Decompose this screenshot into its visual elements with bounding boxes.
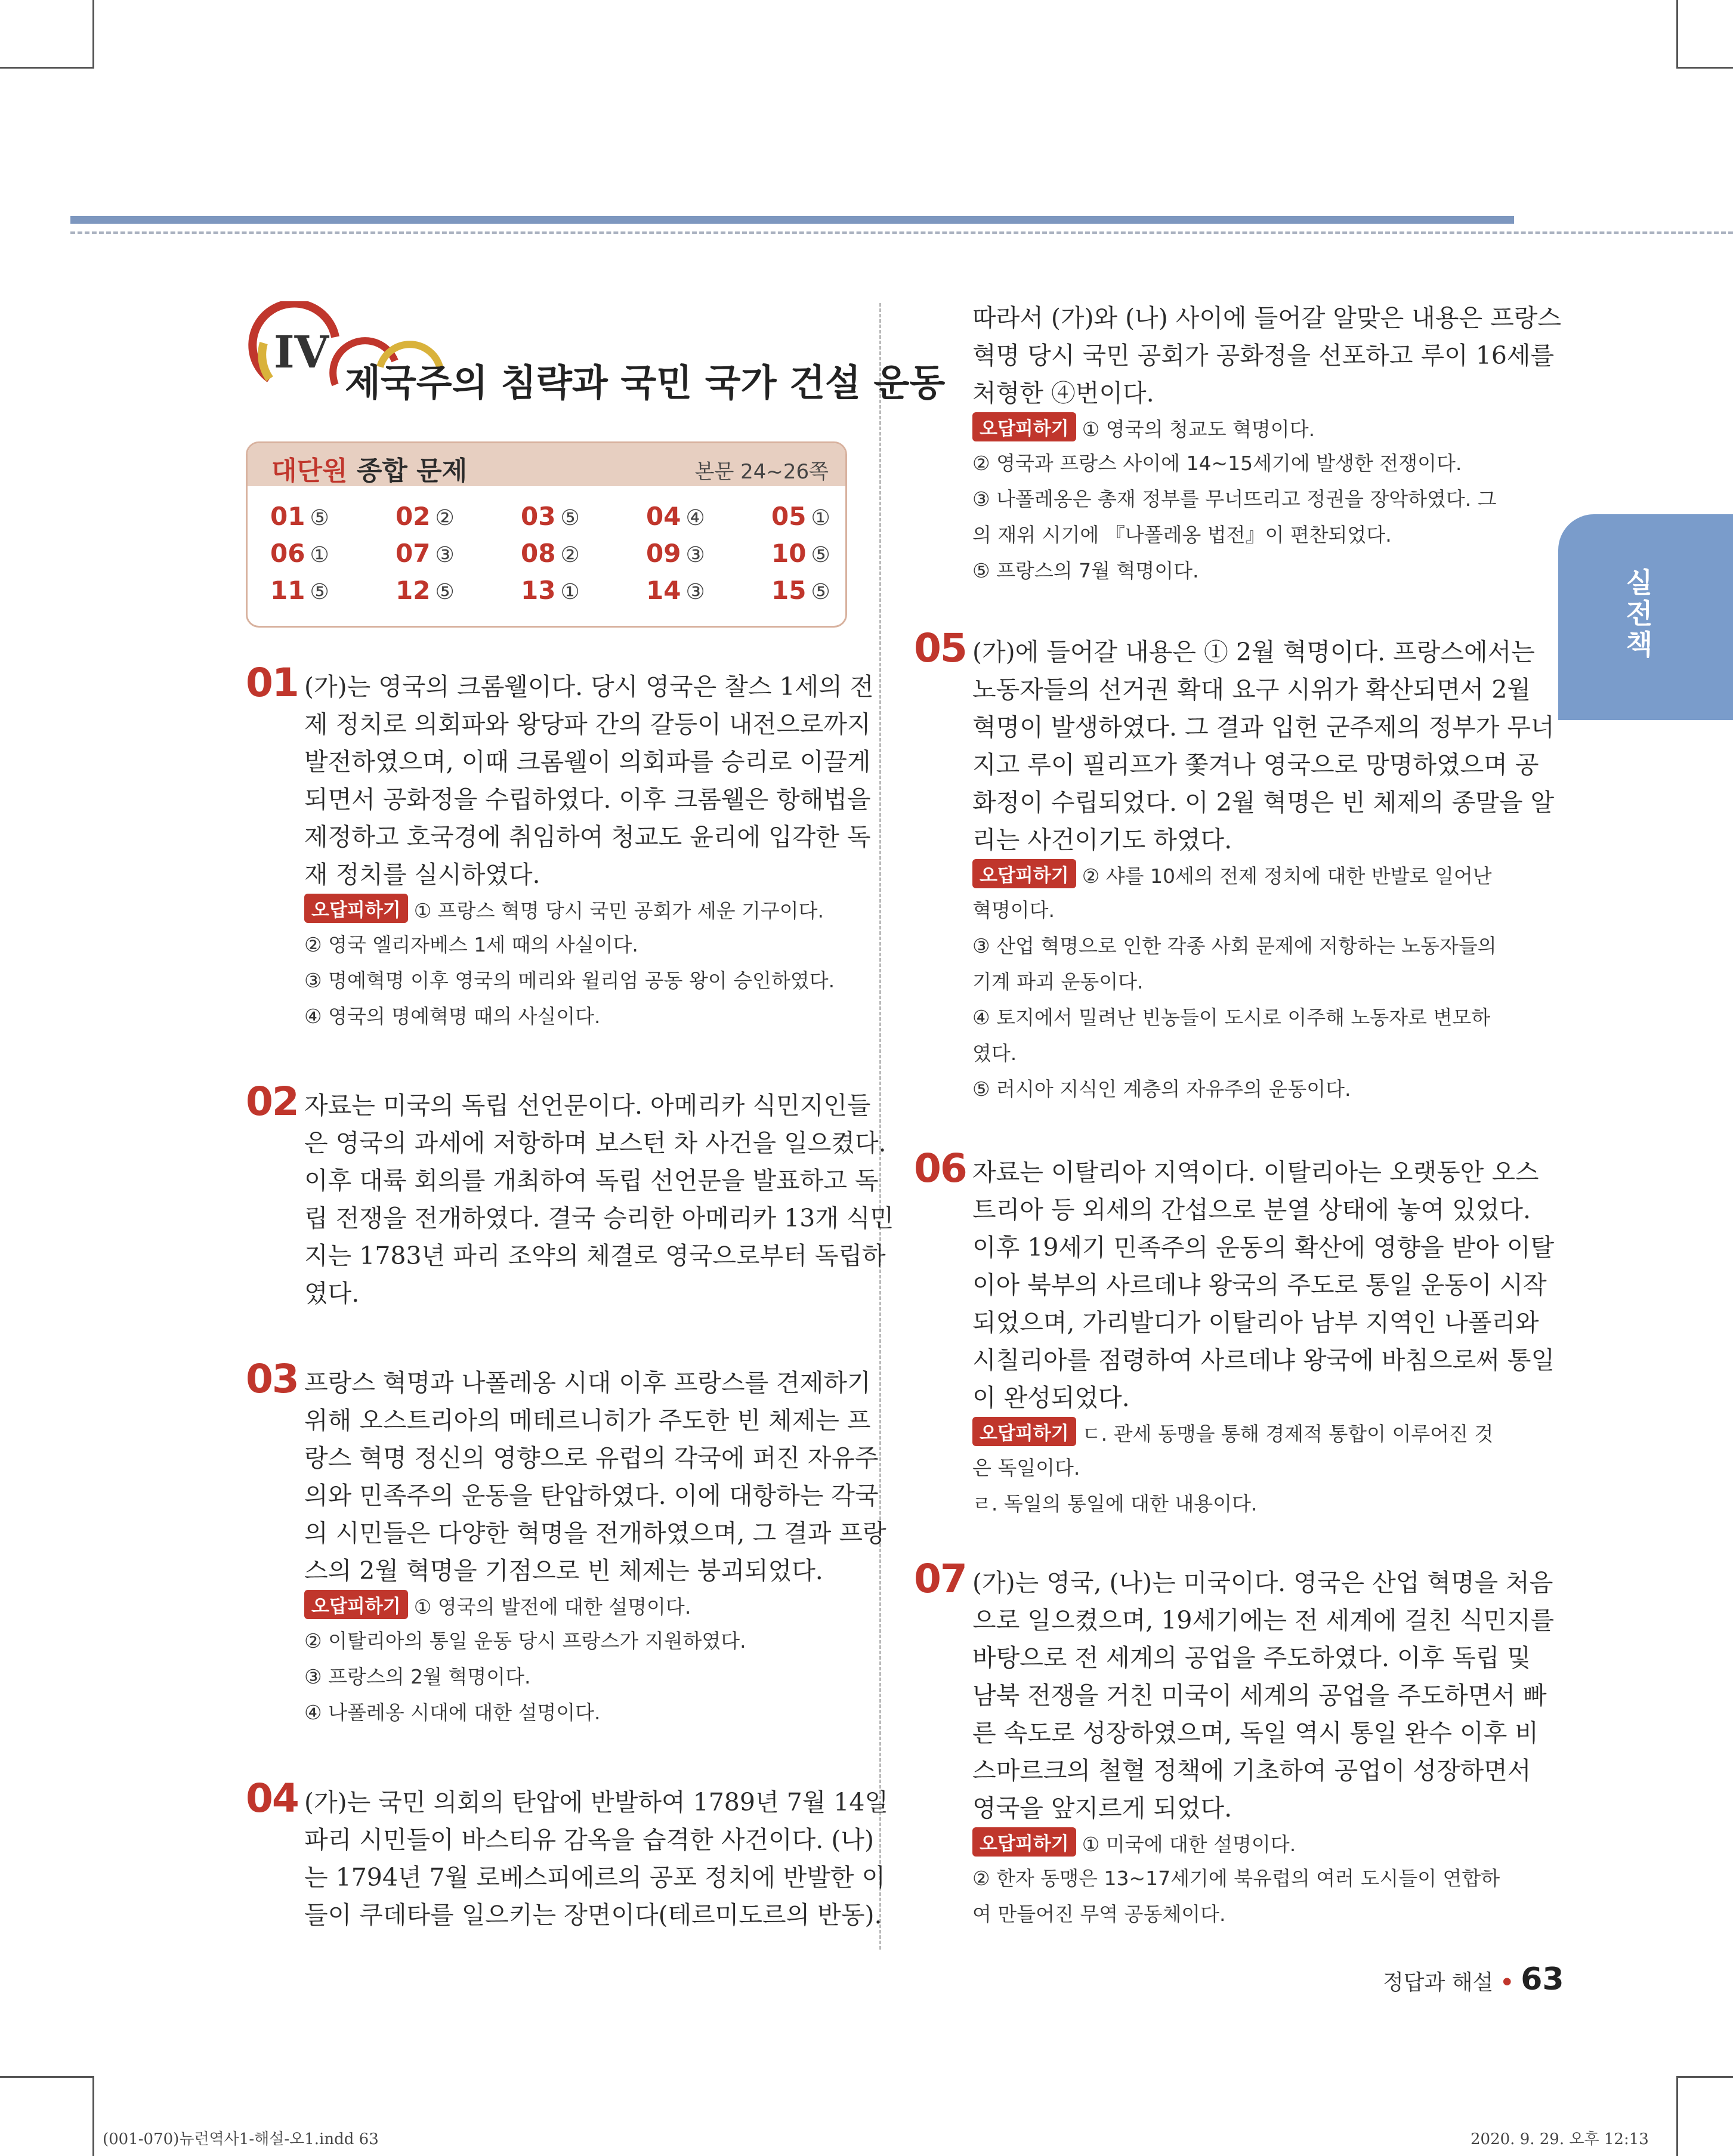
explanation-line: 화정이 수립되었다. 이 2월 혁명은 빈 체제의 종말을 알 [972,788,1555,817]
answer-item [646,539,705,568]
answer-value: ⑤ [560,506,580,530]
explanation-line: 스의 2월 혁명을 기점으로 빈 체제는 붕괴되었다. [304,1556,823,1585]
wrong-answer-tag: 오답피하기 [972,412,1076,441]
crop-mark [1676,67,1733,69]
explanation-line: 였다. [304,1279,360,1308]
answer-number: 06 [270,539,305,568]
explanation-line: 이후 19세기 민족주의 운동의 확산에 영향을 받아 이탈 [972,1233,1555,1262]
explanation-line: 제정하고 호국경에 취임하여 청교도 윤리에 입각한 독 [304,823,871,851]
wrong-answer-note: ② 이탈리아의 통일 운동 당시 프랑스가 지원하였다. [304,1629,746,1652]
crop-mark [1676,2076,1678,2156]
answer-number: 04 [646,502,681,531]
explanation-line: 파리 시민들이 바스티유 감옥을 습격한 사건이다. (나) [304,1826,874,1854]
explanation-line: 프랑스 혁명과 나폴레옹 시대 이후 프랑스를 견제하기 [304,1369,871,1397]
answer-item [396,502,455,531]
explanation-line: 의와 민족주의 운동을 탄압하였다. 이에 대항하는 각국 [304,1481,879,1510]
top-rule [70,216,1514,224]
answer-item [396,539,455,568]
explanation-line: 이 완성되었다. [972,1383,1130,1412]
answer-number: 10 [771,539,807,568]
answer-value: ⑤ [435,580,455,604]
answer-value: ① [310,543,329,567]
explanation-line: 위해 오스트리아의 메테르니히가 주도한 빈 체제는 프 [304,1406,871,1435]
answer-item [270,502,329,531]
explanation-line: 혁명이 발생하였다. 그 결과 입헌 군주제의 정부가 무너 [972,713,1555,742]
slug-date: 2020. 9. 29. 오후 12:13 [1471,2130,1649,2148]
explanation-line: 자료는 이탈리아 지역이다. 이탈리아는 오랫동안 오스 [972,1158,1539,1187]
footer-dot: • [1500,1970,1514,1995]
answer-number: 13 [521,576,556,605]
wrong-answer-note: 여 만들어진 무역 공동체이다. [972,1902,1226,1926]
answer-value: ⑤ [310,506,329,530]
explanation-line: (가)는 영국의 크롬웰이다. 당시 영국은 찰스 1세의 전 [304,672,874,701]
explanation-line: 시칠리아를 점령하여 사르데냐 왕국에 바침으로써 통일 [972,1346,1555,1374]
answer-item [521,576,580,605]
wrong-answer-note: 였다. [972,1042,1017,1065]
answer-number: 05 [771,502,807,531]
explanation-line: 으로 일으켰으며, 19세기에는 전 세계에 걸친 식민지를 [972,1606,1555,1635]
top-dashed-rule [70,231,1733,234]
explanation-line: 제 정치로 의회파와 왕당파 간의 갈등이 내전으로까지 [304,710,871,739]
explanation-line: 노동자들의 선거권 확대 요구 시위가 확산되면서 2월 [972,675,1531,704]
explanation-line: 재 정치를 실시하였다. [304,860,540,889]
wrong-answer-note: ③ 나폴레옹은 총재 정부를 무너뜨리고 정권을 장악하였다. 그 [972,487,1497,511]
answer-number: 01 [270,502,305,531]
answer-number: 11 [270,576,305,605]
wrong-answer-note: 오답피하기 ① 영국의 발전에 대한 설명이다. [304,1590,691,1620]
answer-number: 12 [396,576,431,605]
answer-value: ② [435,506,455,530]
question-number: 02 [246,1079,298,1125]
explanation-line: 처형한 ④번이다. [972,379,1154,407]
wrong-answer-note: 의 재위 시기에 『나폴레옹 법전』이 편찬되었다. [972,523,1392,546]
wrong-answer-note: ④ 토지에서 밀려난 빈농들이 도시로 이주해 노동자로 변모하 [972,1006,1491,1029]
wrong-answer-note: 혁명이다. [972,898,1055,922]
wrong-answer-tag: 오답피하기 [304,1590,408,1619]
answer-value: ⑤ [811,580,830,604]
answer-box [246,441,847,628]
answer-item [646,502,705,531]
explanation-line: 지고 루이 필리프가 쫓겨나 영국으로 망명하였으며 공 [972,750,1539,779]
answer-number: 07 [396,539,431,568]
explanation-line: (가)는 영국, (나)는 미국이다. 영국은 산업 혁명을 처음 [972,1568,1553,1597]
explanation-line: 이아 북부의 사르데냐 왕국의 주도로 통일 운동이 시작 [972,1271,1547,1299]
explanation-line: 따라서 (가)와 (나) 사이에 들어갈 알맞은 내용은 프랑스 [972,304,1561,332]
answer-box-header [248,443,845,486]
answer-number: 03 [521,502,556,531]
answer-item [521,502,580,531]
wrong-answer-note: ④ 영국의 명예혁명 때의 사실이다. [304,1005,601,1028]
explanation-line: 스마르크의 철혈 정책에 기초하여 공업이 성장하면서 [972,1756,1531,1785]
explanation-line: 발전하였으며, 이때 크롬웰이 의회파를 승리로 이끌게 [304,748,871,776]
explanation-line: 바탕으로 전 세계의 공업을 주도하였다. 이후 독립 및 [972,1644,1531,1672]
answer-box-title-rest: 종합 문제 [347,456,468,486]
answer-value: ① [560,580,580,604]
explanation-line: 는 1794년 7월 로베스피에르의 공포 정치에 반발한 이 [304,1863,886,1892]
chapter-numeral: IV [273,327,329,378]
page-footer [1383,1962,1564,1997]
answer-box-title [271,449,467,487]
wrong-answer-note: ④ 나폴레옹 시대에 대한 설명이다. [304,1701,601,1724]
explanation-line: (가)에 들어갈 내용은 ① 2월 혁명이다. 프랑스에서는 [972,638,1535,666]
wrong-answer-note: 기계 파괴 운동이다. [972,970,1144,993]
answer-item [646,576,705,605]
explanation-line: 이후 대륙 회의를 개최하여 독립 선언문을 발표하고 독 [304,1166,879,1195]
wrong-answer-note: ③ 명예혁명 이후 영국의 메리와 윌리엄 공동 왕이 승인하였다. [304,969,835,992]
explanation-line: (가)는 국민 의회의 탄압에 반발하여 1789년 7월 14일 [304,1788,889,1817]
wrong-answer-note: 은 독일이다. [972,1456,1080,1479]
explanation-line: 트리아 등 외세의 간섭으로 분열 상태에 놓여 있었다. [972,1196,1531,1224]
question-number: 04 [246,1775,298,1821]
answer-value: ② [560,543,580,567]
answer-number: 02 [396,502,431,531]
answer-number: 08 [521,539,556,568]
wrong-answer-tag: 오답피하기 [304,894,408,923]
footer-label: 정답과 해설 [1383,1970,1494,1995]
answer-number: 15 [771,576,807,605]
wrong-answer-tag: 오답피하기 [972,1417,1076,1446]
explanation-line: 영국을 앞지르게 되었다. [972,1794,1232,1823]
answer-item [771,502,830,531]
explanation-line: 른 속도로 성장하였으며, 독일 역시 통일 완수 이후 비 [972,1719,1539,1747]
crop-mark [1676,0,1678,69]
wrong-answer-note: ⑤ 러시아 지식인 계층의 자유주의 운동이다. [972,1077,1351,1101]
explanation-line: 랑스 혁명 정신의 영향으로 유럽의 각국에 퍼진 자유주 [304,1444,879,1472]
answer-value: ⑤ [811,543,830,567]
answer-item [270,576,329,605]
wrong-answer-note: ⑤ 프랑스의 7월 혁명이다. [972,559,1199,582]
wrong-answer-note: 오답피하기 ① 프랑스 혁명 당시 국민 공회가 세운 기구이다. [304,894,824,923]
crop-mark [92,0,94,69]
wrong-answer-tag: 오답피하기 [972,859,1076,888]
wrong-answer-note: 오답피하기 ① 미국에 대한 설명이다. [972,1827,1296,1857]
question-number: 05 [914,625,966,671]
wrong-answer-note: ③ 산업 혁명으로 인한 각종 사회 문제에 저항하는 노동자들의 [972,934,1497,957]
wrong-answer-note: 오답피하기 ② 샤를 10세의 전제 정치에 대한 반발로 일어난 [972,859,1492,889]
answer-value: ① [811,506,830,530]
question-number: 06 [914,1145,966,1191]
explanation-line: 혁명 당시 국민 공회가 공화정을 선포하고 루이 16세를 [972,341,1555,370]
page-number: 63 [1521,1962,1564,1997]
explanation-line: 되었으며, 가리발디가 이탈리아 남부 지역인 나폴리와 [972,1308,1539,1337]
question-number: 03 [246,1356,298,1402]
wrong-answer-note: ㄹ. 독일의 통일에 대한 내용이다. [972,1492,1258,1515]
explanation-line: 은 영국의 과세에 저항하며 보스턴 차 사건을 일으켰다. [304,1129,886,1157]
answer-item [771,539,830,568]
answer-value: ⑤ [310,580,329,604]
answer-number: 14 [646,576,681,605]
wrong-answer-note: ② 영국과 프랑스 사이에 14~15세기에 발생한 전쟁이다. [972,452,1462,475]
explanation-line: 립 전쟁을 전개하였다. 결국 승리한 아메리카 13개 식민 [304,1204,894,1233]
answer-item [270,539,329,568]
answer-value: ③ [685,543,705,567]
answer-number: 09 [646,539,681,568]
answer-value: ④ [685,506,705,530]
side-tab [1558,514,1733,720]
answer-item [771,576,830,605]
answer-box-title-accent: 대단원 [271,456,348,486]
crop-mark [92,2076,94,2156]
crop-mark [1676,2076,1733,2078]
question-number: 07 [914,1556,966,1602]
wrong-answer-tag: 오답피하기 [972,1827,1076,1857]
answer-value: ③ [685,580,705,604]
answer-item [521,539,580,568]
explanation-line: 들이 쿠데타를 일으키는 장면이다(테르미도르의 반동). [304,1901,882,1929]
side-tab-label: 실전책 [1621,568,1654,661]
wrong-answer-note: 오답피하기 ㄷ. 관세 동맹을 통해 경제적 통합이 이루어진 것 [972,1417,1493,1447]
answer-item [396,576,455,605]
crop-mark [0,67,94,69]
explanation-line: 리는 사건이기도 하였다. [972,826,1232,854]
wrong-answer-note: ② 영국 엘리자베스 1세 때의 사실이다. [304,933,638,956]
chapter-title: 제국주의 침략과 국민 국가 건설 운동 [345,361,946,404]
crop-mark [0,2076,94,2078]
wrong-answer-note: ② 한자 동맹은 13~17세기에 북유럽의 여러 도시들이 연합하 [972,1867,1500,1890]
explanation-line: 남북 전쟁을 거친 미국이 세계의 공업을 주도하면서 빠 [972,1681,1547,1710]
wrong-answer-note: 오답피하기 ① 영국의 청교도 혁명이다. [972,412,1315,442]
explanation-line: 지는 1783년 파리 조약의 체결로 영국으로부터 독립하 [304,1241,886,1270]
answer-box-page-ref: 본문 24~26쪽 [694,460,829,484]
explanation-line: 의 시민들은 다양한 혁명을 전개하였으며, 그 결과 프랑 [304,1519,886,1547]
slug-file: (001-070)뉴런역사1-해설-오1.indd 63 [103,2130,379,2148]
wrong-answer-note: ③ 프랑스의 2월 혁명이다. [304,1665,531,1688]
explanation-line: 되면서 공화정을 수립하였다. 이후 크롬웰은 항해법을 [304,785,871,814]
question-number: 01 [246,660,298,706]
explanation-line: 자료는 미국의 독립 선언문이다. 아메리카 식민지인들 [304,1091,871,1120]
answer-value: ③ [435,543,455,567]
